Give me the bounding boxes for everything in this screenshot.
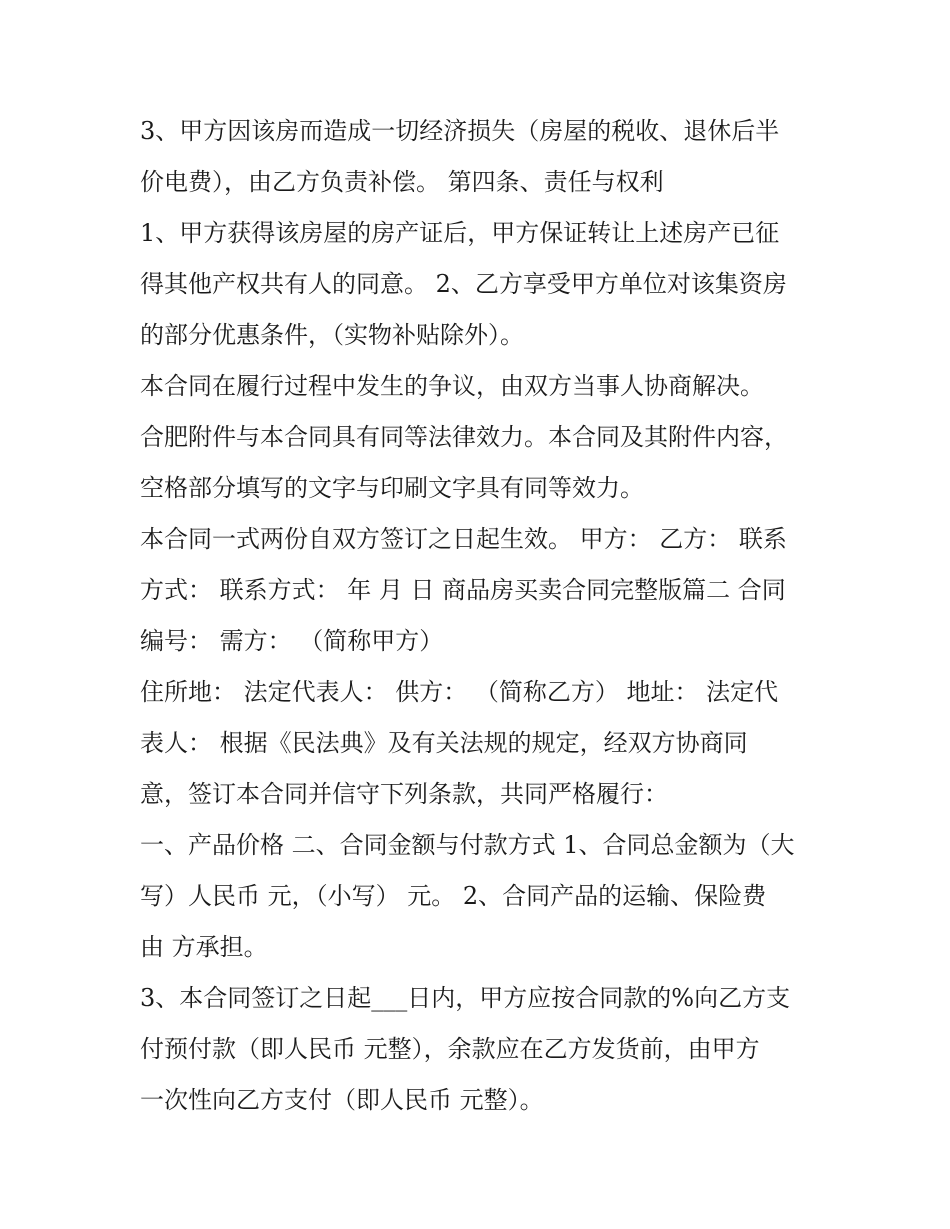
text-line: 方式： 联系方式： 年 月 日 商品房买卖合同完整版篇二 合同	[140, 576, 786, 604]
text-line: 合肥附件与本合同具有同等法律效力。本合同及其附件内容，	[140, 423, 788, 451]
text-line: 本合同一式两份自双方签订之日起生效。 甲方： 乙方： 联系	[140, 525, 787, 553]
text-line: 写）人民币 元，（小写） 元。 2、合同产品的运输、保险费	[140, 882, 767, 910]
text-line: 1、甲方获得该房屋的房产证后，甲方保证转让上述房产已征	[140, 219, 780, 247]
text-line: 住所地： 法定代表人： 供方： （简称乙方） 地址： 法定代	[140, 678, 779, 706]
text-line: 空格部分填写的文字与印刷文字具有同等效力。	[140, 474, 644, 502]
text-line: 的部分优惠条件，（实物补贴除外）。	[140, 321, 524, 349]
text-line: 3、甲方因该房而造成一切经济损失（房屋的税收、退休后半	[140, 117, 780, 145]
text-line: 由 方承担。	[140, 933, 268, 961]
text-line: 一次性向乙方支付（即人民币 元整）。	[140, 1086, 544, 1114]
text-line: 价电费），由乙方负责补偿。 第四条、责任与权利	[140, 168, 664, 196]
text-line: 付预付款（即人民币 元整），余款应在乙方发货前，由甲方	[140, 1035, 760, 1063]
text-line: 本合同在履行过程中发生的争议，由双方当事人协商解决。	[140, 372, 764, 400]
text-line: 一、产品价格 二、合同金额与付款方式 1、合同总金额为（大	[140, 831, 795, 859]
text-line: 意，签订本合同并信守下列条款，共同严格履行：	[140, 780, 668, 808]
text-line: 表人： 根据《民法典》及有关法规的规定，经双方协商同	[140, 729, 748, 757]
text-line: 得其他产权共有人的同意。 2、乙方享受甲方单位对该集资房	[140, 270, 787, 298]
contract-text	[140, 106, 820, 1126]
text-line: 编号： 需方： （简称甲方）	[140, 627, 444, 655]
text-line: 3、本合同签订之日起___日内，甲方应按合同款的%向乙方支	[140, 984, 791, 1012]
